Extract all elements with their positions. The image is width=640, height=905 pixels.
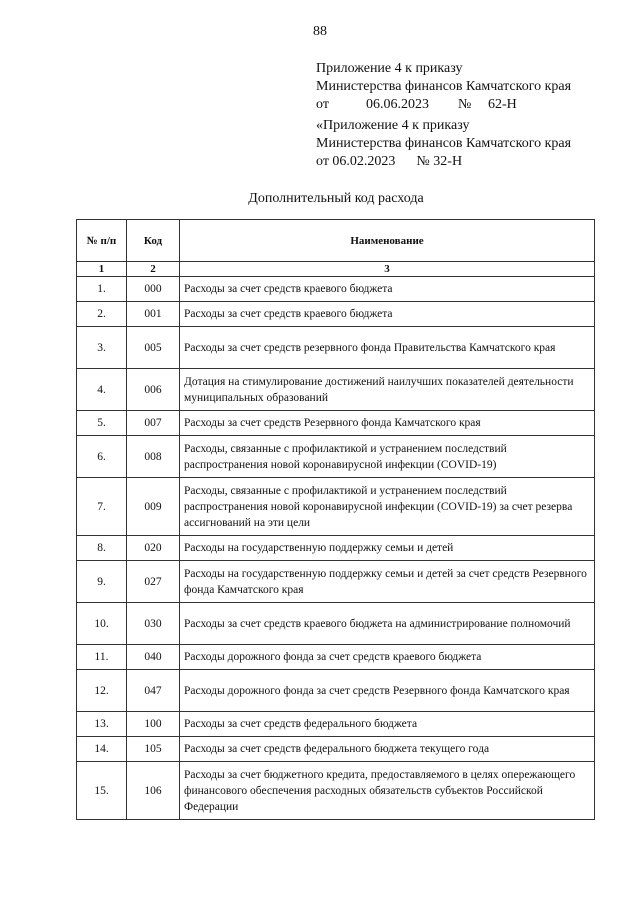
table-row xyxy=(77,369,595,411)
row-number: 8. xyxy=(77,536,127,561)
row-name: Расходы, связанные с профилактикой и устранением последствий распространения новой коронавирусной инфекции (COVID-19) за счет резерва ассигнований на эти цели xyxy=(180,478,595,536)
table-row xyxy=(77,737,595,762)
column-number: 2 xyxy=(127,262,180,277)
row-number: 4. xyxy=(77,369,127,411)
table-row xyxy=(77,762,595,820)
row-name: Расходы за счет средств Резервного фонда Камчатского края xyxy=(180,411,595,436)
row-code: 047 xyxy=(127,670,180,712)
original-appendix-line-2: Министерства финансов Камчатского края xyxy=(316,136,572,151)
row-code: 009 xyxy=(127,478,180,536)
row-code: 006 xyxy=(127,369,180,411)
column-number: 1 xyxy=(77,262,127,277)
row-code: 008 xyxy=(127,436,180,478)
table-row xyxy=(77,327,595,369)
header-number: № п/п xyxy=(77,220,127,262)
table-row xyxy=(77,436,595,478)
row-code: 007 xyxy=(127,411,180,436)
table-row xyxy=(77,536,595,561)
appendix-line-1: Приложение 4 к приказу xyxy=(316,61,463,76)
row-code: 030 xyxy=(127,603,180,645)
row-name: Расходы дорожного фонда за счет средств Резервного фонда Камчатского края xyxy=(180,670,595,712)
row-number: 2. xyxy=(77,302,127,327)
header-name: Наименование xyxy=(180,220,595,262)
row-number: 7. xyxy=(77,478,127,536)
order-date: 06.06.2023 xyxy=(366,97,429,112)
table-row xyxy=(77,411,595,436)
original-appendix-line-1: «Приложение 4 к приказу xyxy=(316,118,470,133)
row-name: Расходы дорожного фонда за счет средств краевого бюджета xyxy=(180,645,595,670)
row-number: 5. xyxy=(77,411,127,436)
column-number: 3 xyxy=(180,262,595,277)
row-name: Дотация на стимулирование достижений наилучших показателей деятельности муниципальных образований xyxy=(180,369,595,411)
appendix-reference-new xyxy=(316,60,571,114)
table-row xyxy=(77,712,595,737)
row-name: Расходы, связанные с профилактикой и устранением последствий распространения новой коронавирусной инфекции (COVID-19) xyxy=(180,436,595,478)
table-row xyxy=(77,645,595,670)
row-name: Расходы на государственную поддержку семьи и детей за счет средств Резервного фонда Камчатского края xyxy=(180,561,595,603)
row-code: 040 xyxy=(127,645,180,670)
row-name: Расходы за счет бюджетного кредита, предоставляемого в целях опережающего финансового обеспечения расходных обязательств субъектов Российской Федерации xyxy=(180,762,595,820)
row-code: 020 xyxy=(127,536,180,561)
row-code: 001 xyxy=(127,302,180,327)
row-number: 14. xyxy=(77,737,127,762)
appendix-line-2: Министерства финансов Камчатского края xyxy=(316,79,572,94)
header-code: Код xyxy=(127,220,180,262)
row-name: Расходы за счет средств федерального бюджета текущего года xyxy=(180,737,595,762)
row-number: 1. xyxy=(77,277,127,302)
appendix-order-ref xyxy=(316,96,571,114)
row-code: 106 xyxy=(127,762,180,820)
column-number-row xyxy=(77,262,595,277)
row-code: 105 xyxy=(127,737,180,762)
table-header-row xyxy=(77,220,595,262)
table-row xyxy=(77,561,595,603)
document-title: Дополнительный код расхода xyxy=(248,191,424,206)
row-name: Расходы за счет средств федерального бюджета xyxy=(180,712,595,737)
from-label: от xyxy=(316,97,329,112)
expense-codes-table xyxy=(76,219,595,820)
table-row xyxy=(77,603,595,645)
row-code: 100 xyxy=(127,712,180,737)
table-row xyxy=(77,277,595,302)
row-number: 12. xyxy=(77,670,127,712)
original-order-ref: от 06.02.2023 № 32-Н xyxy=(316,154,463,169)
row-name: Расходы на государственную поддержку семьи и детей xyxy=(180,536,595,561)
row-name: Расходы за счет средств краевого бюджета на администрирование полномочий xyxy=(180,603,595,645)
number-label: № xyxy=(458,97,472,112)
row-name: Расходы за счет средств краевого бюджета xyxy=(180,302,595,327)
row-code: 005 xyxy=(127,327,180,369)
order-number: 62-Н xyxy=(488,97,517,112)
table-row xyxy=(77,478,595,536)
row-name: Расходы за счет средств резервного фонда Правительства Камчатского края xyxy=(180,327,595,369)
page-number: 88 xyxy=(313,24,327,39)
row-number: 6. xyxy=(77,436,127,478)
row-number: 10. xyxy=(77,603,127,645)
row-number: 15. xyxy=(77,762,127,820)
row-code: 027 xyxy=(127,561,180,603)
table-row xyxy=(77,670,595,712)
row-number: 11. xyxy=(77,645,127,670)
row-number: 9. xyxy=(77,561,127,603)
row-number: 13. xyxy=(77,712,127,737)
row-name: Расходы за счет средств краевого бюджета xyxy=(180,277,595,302)
row-number: 3. xyxy=(77,327,127,369)
appendix-reference-original xyxy=(316,117,571,171)
row-code: 000 xyxy=(127,277,180,302)
table-row xyxy=(77,302,595,327)
